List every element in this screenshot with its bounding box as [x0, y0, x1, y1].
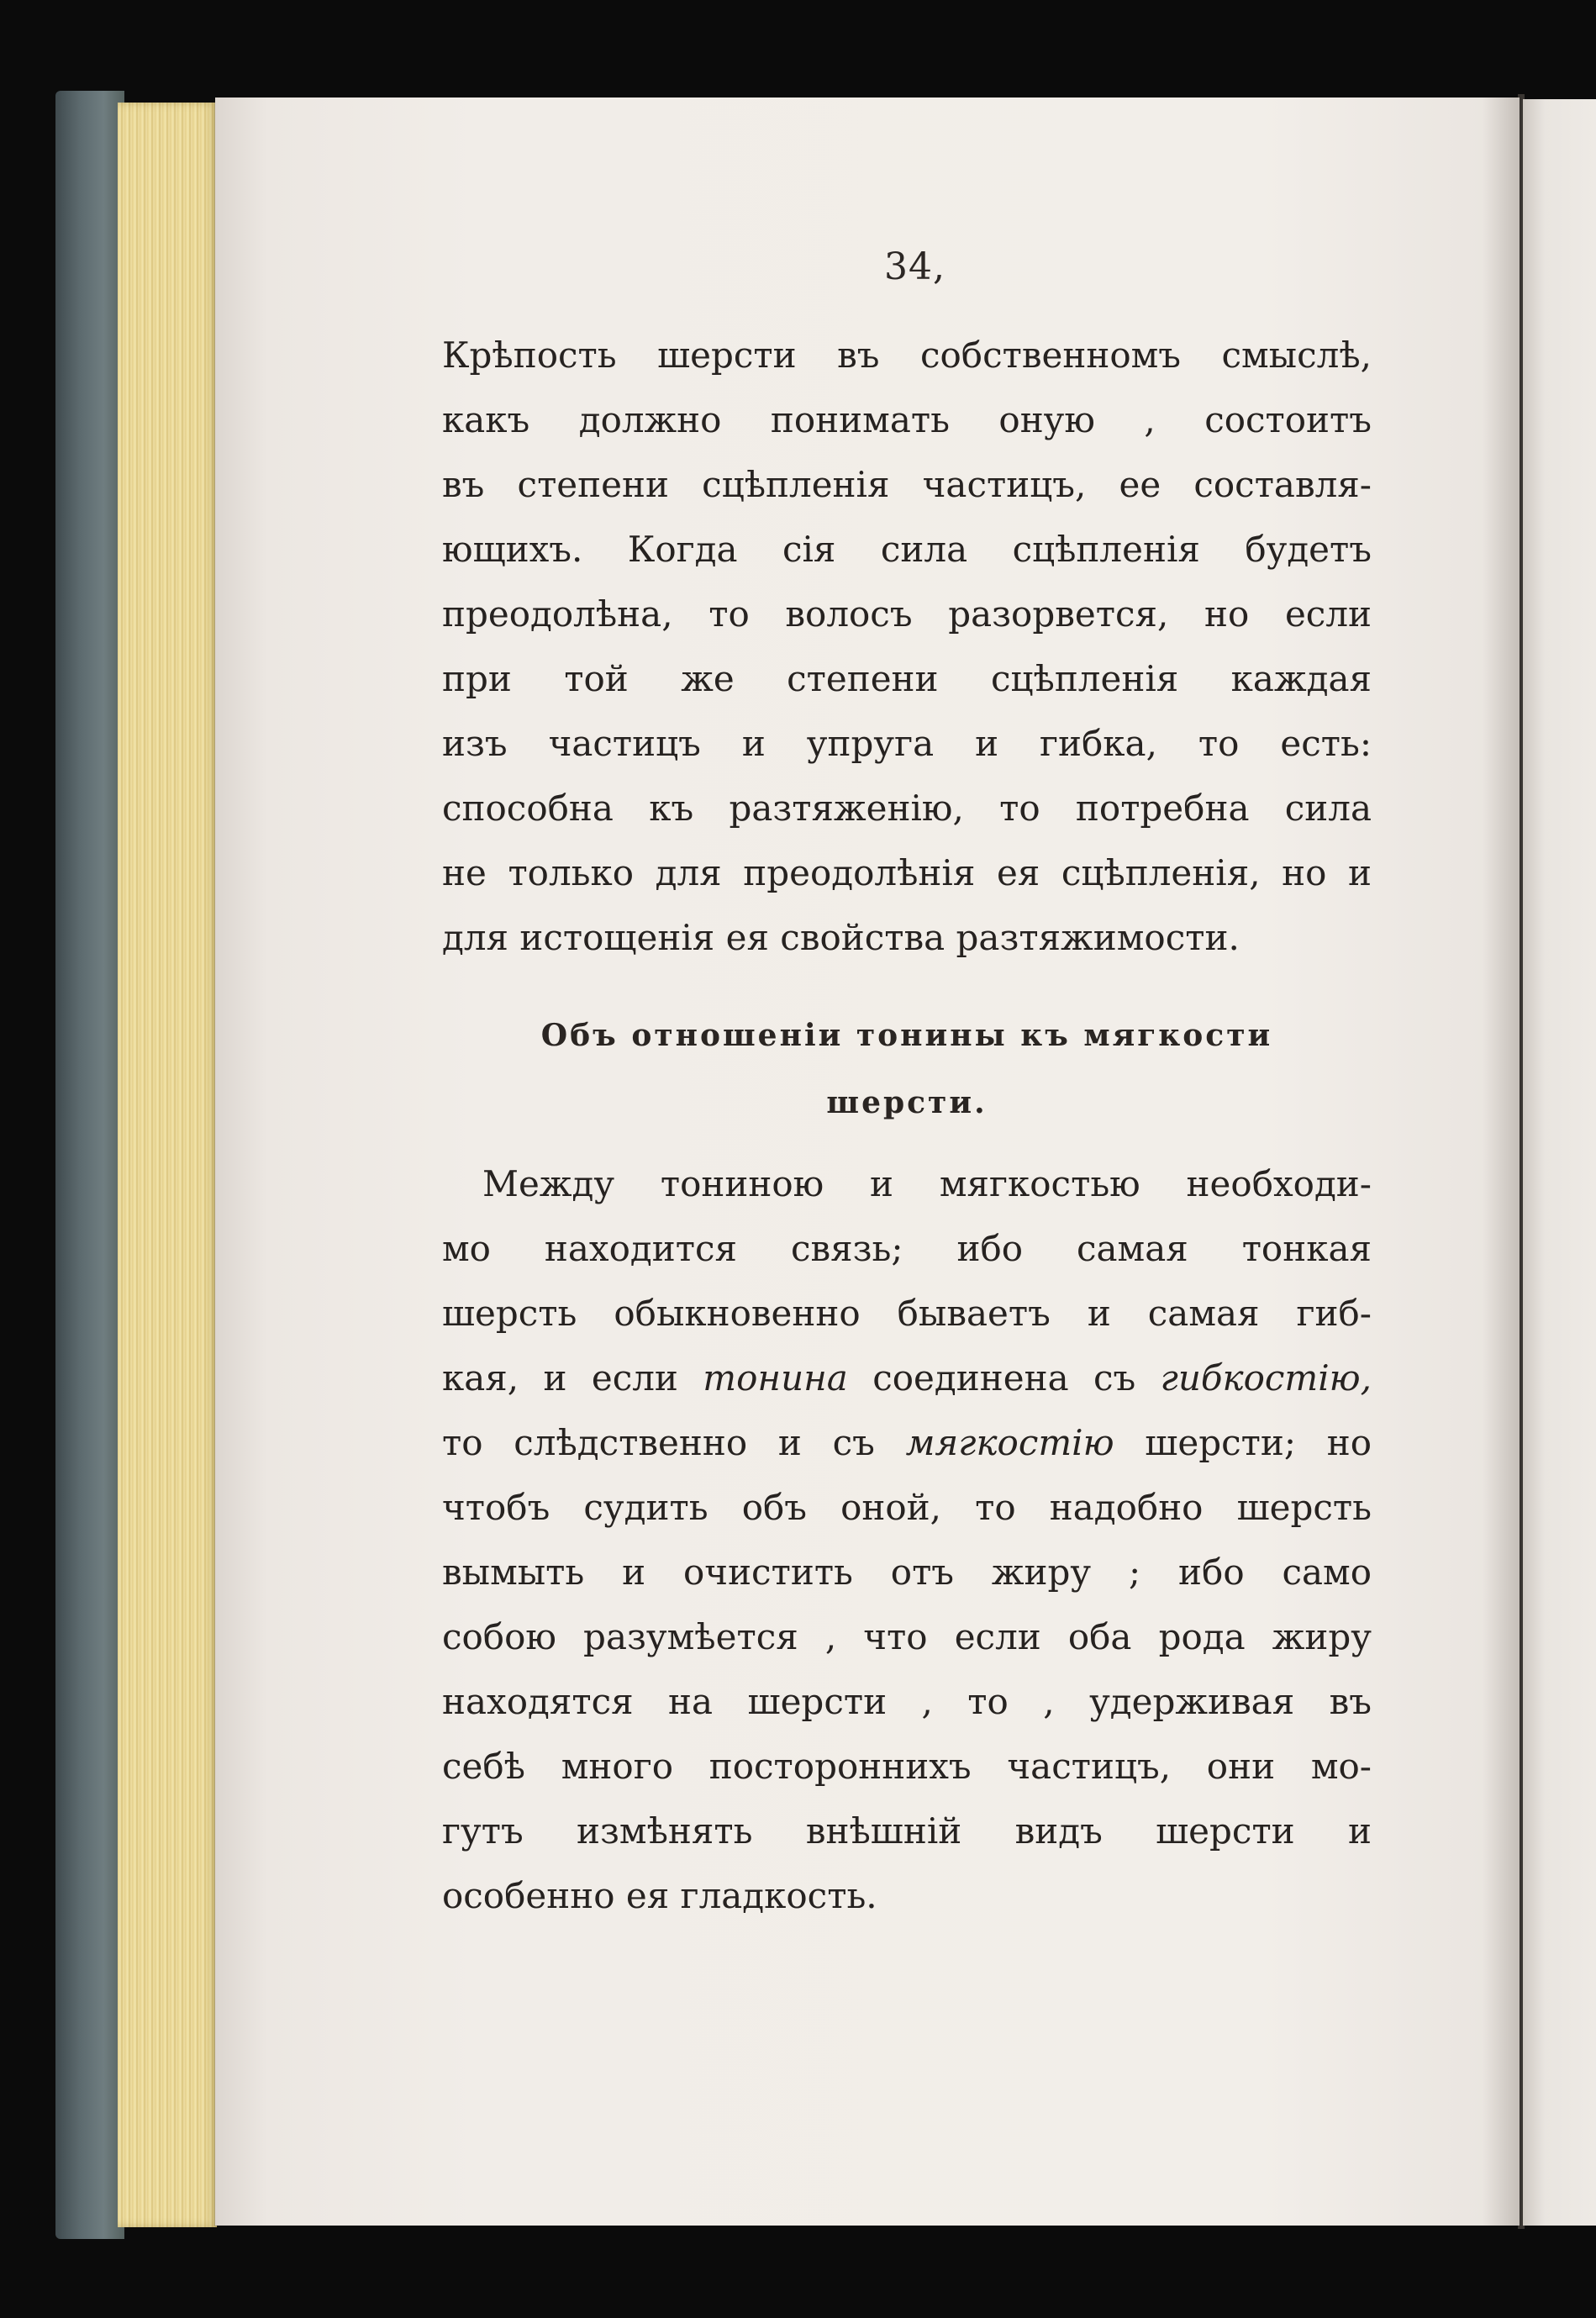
text-line-with-italics	[442, 1346, 1372, 1410]
text-line: въ степени сцѣпленія частицъ, ее составля-	[442, 464, 1372, 505]
text-line: изъ частицъ и упруга и гибка, то есть:	[442, 723, 1372, 764]
text-line: собою разумѣется , что если оба рода жиру	[442, 1616, 1372, 1657]
section-heading	[442, 1002, 1372, 1136]
paragraph-2	[442, 1151, 1372, 1928]
text-line: не только для преодолѣнія ея сцѣпленія, но и	[442, 852, 1372, 893]
line-text: то слѣдственно и съ	[442, 1422, 906, 1463]
paragraph-1	[442, 323, 1372, 970]
text-line: при той же степени сцѣпленія каждая	[442, 658, 1372, 699]
text-line: мо находится связь; ибо самая тонкая	[442, 1228, 1372, 1269]
text-line: вымыть и очистить отъ жиру ; ибо само	[442, 1551, 1372, 1593]
line-text: кая, и если	[442, 1357, 703, 1399]
line-text: шерсти; но	[1114, 1422, 1372, 1463]
heading-line-1: Объ отношеніи тонины къ мягкости	[540, 1018, 1273, 1053]
italic-term: тонина	[703, 1357, 848, 1399]
text-line: гутъ измѣнять внѣшній видъ шерсти и	[442, 1810, 1372, 1852]
text-line-with-italics	[442, 1410, 1372, 1475]
line-text: соединена съ	[847, 1357, 1161, 1399]
text-line: какъ должно понимать оную , состоитъ	[442, 399, 1372, 440]
text-line: способна къ разтяженію, то потребна сила	[442, 788, 1372, 829]
text-line: Крѣпость шерсти въ собственномъ смыслѣ,	[442, 335, 1372, 376]
text-line: находятся на шерсти , то , удерживая въ	[442, 1681, 1372, 1722]
italic-term: гибкостію,	[1160, 1357, 1372, 1399]
page-block-edge	[118, 103, 217, 2227]
text-line: Между тониною и мягкостью необходи-	[482, 1163, 1372, 1204]
text-line: преодолѣна, то волосъ разорвется, но если	[442, 593, 1372, 635]
book-cover-edge	[55, 91, 124, 2239]
text-line: для истощенія ея свойства разтяжимости.	[442, 917, 1240, 958]
heading-line-2: шерсти.	[826, 1085, 988, 1120]
facing-page-edge	[1523, 99, 1596, 2226]
text-line: шерсть обыкновенно бываетъ и самая гиб-	[442, 1293, 1372, 1334]
italic-term: мягкостію	[905, 1422, 1114, 1463]
page-gutter-shadow	[1483, 97, 1520, 2226]
text-line: чтобъ судить объ оной, то надобно шерсть	[442, 1487, 1372, 1528]
text-line: особенно ея гладкость.	[442, 1875, 877, 1916]
text-line: себѣ много постороннихъ частицъ, они мо-	[442, 1746, 1372, 1787]
page-number: 34,	[884, 245, 945, 288]
text-line: ющихъ. Когда сія сила сцѣпленія будетъ	[442, 529, 1372, 570]
